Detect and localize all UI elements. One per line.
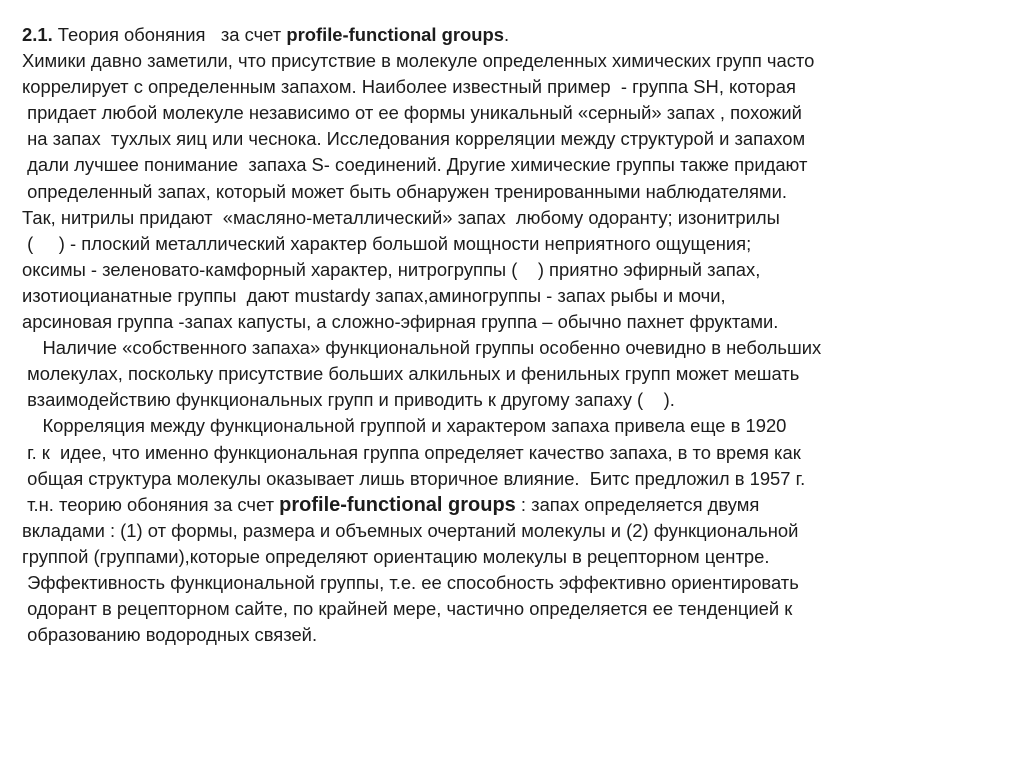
text-line: Корреляция между функциональной группой и характером запаха привела еще в 1920 (22, 415, 787, 437)
text-line: Эффективность функциональной группы, т.е. ее способность эффективно ориентировать (22, 571, 799, 593)
text-line: придает любой молекуле независимо от ее формы уникальный «серный» запах , похожий (22, 102, 802, 124)
text-line: группой (группами),которые определяют ориентацию молекулы в рецепторном центре. (22, 545, 770, 567)
text-line: на запах тухлых яиц или чеснока. Исследования корреляции между структурой и запахом (22, 128, 806, 150)
text-line: общая структура молекулы оказывает лишь вторичное влияние. Битс предложил в 1957 г. (22, 467, 806, 489)
slide-text (22, 22, 1012, 648)
text-line: оксимы - зеленовато-камфорный характер, нитрогруппы ( ) приятно эфирный запах, (22, 258, 761, 280)
text-line: изотиоцианатные группы дают mustardy запах,аминогруппы - запах рыбы и мочи, (22, 284, 726, 306)
text-line-theory (22, 492, 1012, 518)
text-line: ( ) - плоский металлический характер большой мощности неприятного ощущения; (22, 232, 752, 254)
section-number: 2.1. (22, 24, 53, 45)
text-line: коррелирует с определенным запахом. Наиболее известный пример - группа SH, которая (22, 76, 796, 98)
text-line: вкладами : (1) от формы, размера и объемных очертаний молекулы и (2) функциональной (22, 519, 799, 541)
text-line: Наличие «собственного запаха» функциональной группы особенно очевидно в небольших (22, 337, 822, 359)
text-line: взаимодействию функциональных групп и приводить к другому запаху ( ). (22, 389, 675, 411)
theory-term: profile-functional groups (279, 493, 516, 516)
text-line: г. к идее, что именно функциональная группа определяет качество запаха, в то время как (22, 441, 801, 463)
text-line: определенный запах, который может быть обнаружен тренированными наблюдателями. (22, 180, 787, 202)
title-text: Теория обоняния за счет (52, 24, 287, 45)
theory-after: : запах определяется двумя (515, 493, 760, 515)
title-end: . (503, 24, 510, 45)
theory-before: т.н. теорию обоняния за счет (22, 493, 280, 515)
slide-title (22, 22, 1012, 48)
title-term: profile-functional groups (286, 24, 504, 45)
text-line: Химики давно заметили, что присутствие в молекуле определенных химических групп часто (22, 50, 815, 72)
text-line: дали лучшее понимание запаха S- соединений. Другие химические группы также придают (22, 154, 808, 176)
text-line: арсиновая группа -запах капусты, а сложно-эфирная группа – обычно пахнет фруктами. (22, 311, 779, 333)
text-line: образованию водородных связей. (22, 624, 318, 646)
text-line: молекулах, поскольку присутствие больших алкильных и фенильных групп может мешать (22, 363, 800, 385)
text-line: одорант в рецепторном сайте, по крайней мере, частично определяется ее тенденцией к (22, 598, 793, 620)
text-line: Так, нитрилы придают «масляно-металлический» запах любому одоранту; изонитрилы (22, 206, 780, 228)
